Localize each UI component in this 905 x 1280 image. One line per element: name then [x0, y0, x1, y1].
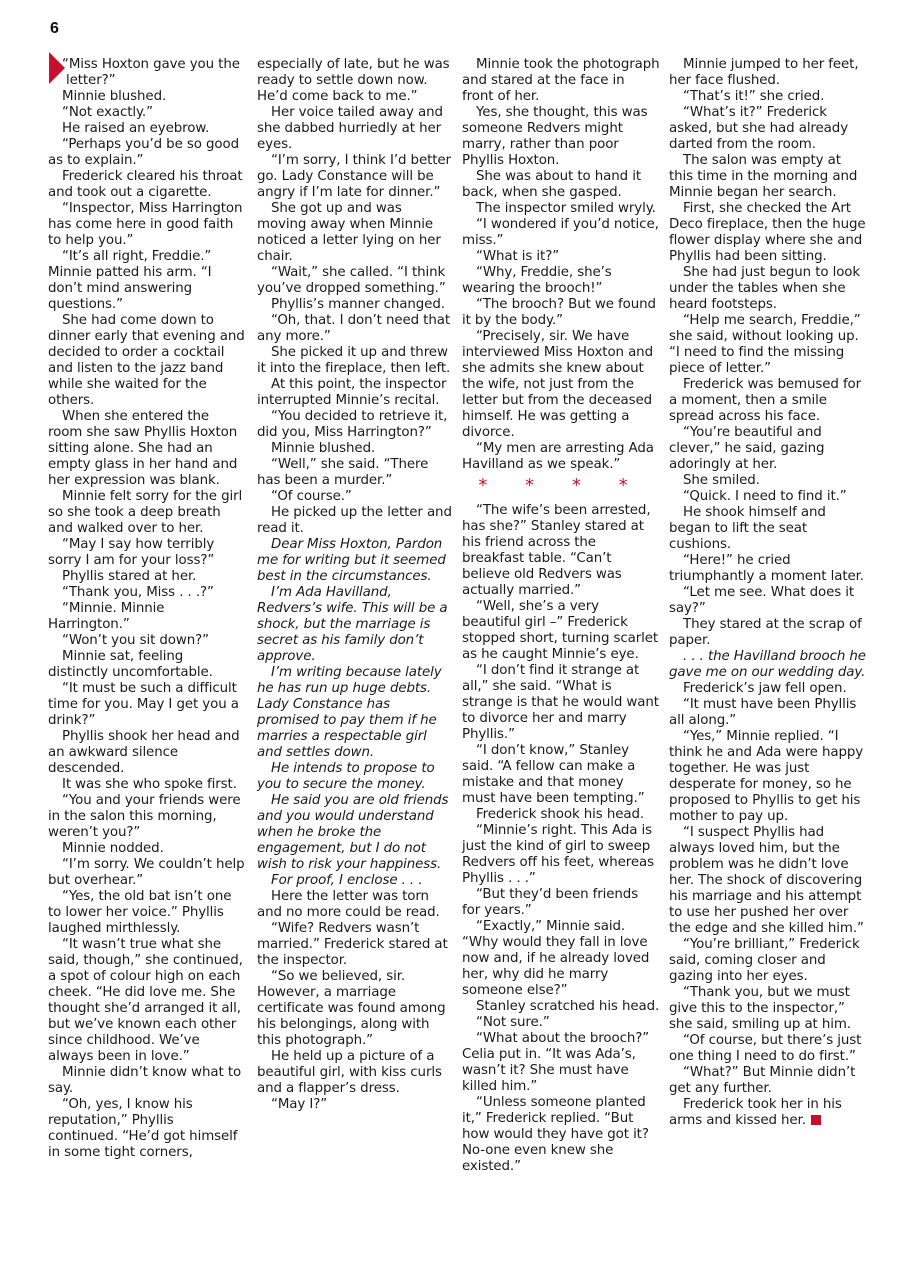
- paragraph: At this point, the inspector interrupted Minnie’s recital.: [257, 377, 447, 408]
- text-column-2: [257, 57, 455, 1113]
- paragraph: Minnie didn’t know what to say.: [48, 1065, 242, 1096]
- paragraph: “Quick. I need to find it.”: [683, 489, 847, 504]
- paragraph: She had come down to dinner early that evening and decided to order a cocktail and listen to the jazz band while she waited for the others.: [48, 313, 245, 408]
- paragraph: “Exactly,” Minnie said. “Why would they fall in love now and, if he already loved her, why did he marry someone else?”: [462, 919, 650, 998]
- section-divider: * * * *: [478, 475, 644, 496]
- paragraph: “I’m sorry, I think I’d better go. Lady Constance will be angry if I’m late for dinner.”: [257, 153, 451, 200]
- paragraph: “What’s it?” Frederick asked, but she had already darted from the room.: [669, 105, 849, 152]
- paragraph: “Miss Hoxton gave you the letter?”: [62, 57, 240, 88]
- paragraph: “Yes, the old bat isn’t one to lower her voice.” Phyllis laughed mirthlessly.: [48, 889, 232, 936]
- paragraph: He held up a picture of a beautiful girl, with kiss curls and a flapper’s dress.: [257, 1049, 442, 1096]
- paragraph: “Inspector, Miss Harrington has come here in good faith to help you.”: [48, 201, 243, 248]
- paragraph: “I don’t find it strange at all,” she said. “What is strange is that he would want to divorce her and marry Phyllis.”: [462, 663, 659, 742]
- paragraph: Phyllis’s manner changed.: [271, 297, 445, 312]
- paragraph: Her voice tailed away and she dabbed hurriedly at her eyes.: [257, 105, 443, 152]
- paragraph: Phyllis stared at her.: [62, 569, 197, 584]
- paragraph: “May I say how terribly sorry I am for your loss?”: [48, 537, 215, 568]
- paragraph: Here the letter was torn and no more could be read.: [257, 889, 440, 920]
- paragraph: “It wasn’t true what she said, though,” she continued, a spot of colour high on each cheek. “He did love me. She thought she’d arranged it all, but we’ve known each other since childhood. We’ve always been in love.”: [48, 937, 243, 1064]
- paragraph: “Let me see. What does it say?”: [669, 585, 855, 616]
- paragraph: “What about the brooch?” Celia put in. “It was Ada’s, wasn’t it? She must have killed him.”: [462, 1031, 650, 1094]
- paragraph: “Of course, but there’s just one thing I need to do first.”: [669, 1033, 862, 1064]
- paragraph: “That’s it!” she cried.: [683, 89, 825, 104]
- text-column-1: [48, 57, 246, 1161]
- paragraph: Minnie felt sorry for the girl so she took a deep breath and walked over to her.: [48, 489, 243, 536]
- paragraph: When she entered the room she saw Phyllis Hoxton sitting alone. She had an empty glass in her hand and her expression was blank.: [48, 409, 238, 488]
- paragraph: “Not sure.”: [476, 1015, 550, 1030]
- text-column-3: [462, 57, 660, 1175]
- paragraph: Minnie jumped to her feet, her face flushed.: [669, 57, 859, 88]
- paragraph: Minnie nodded.: [62, 841, 164, 856]
- paragraph: “Well,” she said. “There has been a murder.”: [257, 457, 429, 488]
- letter-fragment: . . . the Havilland brooch he gave me on our wedding day.: [669, 649, 866, 680]
- letter-paragraph: Dear Miss Hoxton, Pardon me for writing but it seemed best in the circumstances.: [257, 537, 446, 584]
- paragraph: “You’re beautiful and clever,” he said, gazing adoringly at her.: [669, 425, 825, 472]
- paragraph: “You decided to retrieve it, did you, Miss Harrington?”: [257, 409, 448, 440]
- paragraph: “Minnie’s right. This Ada is just the kind of girl to sweep Redvers off his feet, whereas Phyllis . . .”: [462, 823, 655, 886]
- end-of-story-mark: [811, 1115, 821, 1125]
- text-column-4: [669, 57, 867, 1129]
- paragraph: “Of course.”: [271, 489, 352, 504]
- paragraph: “I wondered if you’d notice, miss.”: [462, 217, 659, 248]
- paragraph: “Help me search, Freddie,” she said, without looking up. “I need to find the missing piece of letter.”: [669, 313, 861, 376]
- paragraph: She had just begun to look under the tables when she heard footsteps.: [669, 265, 861, 312]
- paragraph: “Perhaps you’d be so good as to explain.”: [48, 137, 239, 168]
- paragraph: Yes, she thought, this was someone Redvers might marry, rather than poor Phyllis Hoxton.: [462, 105, 648, 168]
- paragraph: “What?” But Minnie didn’t get any further.: [669, 1065, 856, 1096]
- paragraph: Stanley scratched his head.: [476, 999, 660, 1014]
- paragraph: Frederick was bemused for a moment, then a smile spread across his face.: [669, 377, 862, 424]
- paragraph: “Well, she’s a very beautiful girl –” Frederick stopped short, turning scarlet as he caught Minnie’s eye.: [462, 599, 659, 662]
- paragraph: He picked up the letter and read it.: [257, 505, 452, 536]
- paragraph: “But they’d been friends for years.”: [462, 887, 639, 918]
- paragraph: Minnie sat, feeling distinctly uncomfortable.: [48, 649, 213, 680]
- paragraph: First, she checked the Art Deco fireplace, then the huge flower display where she and Phyllis had been sitting.: [669, 201, 866, 264]
- paragraph: “Thank you, Miss . . .?”: [62, 585, 214, 600]
- paragraph: “It must be such a difficult time for you. May I get you a drink?”: [48, 681, 239, 728]
- paragraph: Minnie blushed.: [271, 441, 376, 456]
- letter-paragraph: He intends to propose to you to secure the money.: [257, 761, 435, 792]
- paragraph: “May I?”: [271, 1097, 328, 1112]
- paragraph: “Oh, yes, I know his reputation,” Phyllis continued. “He’d got himself in some tight corners,: [48, 1097, 238, 1160]
- paragraph: “I don’t know,” Stanley said. “A fellow can make a mistake and that money must have been tempting.”: [462, 743, 645, 806]
- paragraph: “Why, Freddie, she’s wearing the brooch!”: [462, 265, 612, 296]
- letter-paragraph: For proof, I enclose . . .: [271, 873, 423, 888]
- page-number: 6: [50, 20, 59, 37]
- paragraph: “Minnie. Minnie Harrington.”: [48, 601, 165, 632]
- letter-paragraph: I’m Ada Havilland, Redvers’s wife. This will be a shock, but the marriage is secret as his family don’t approve.: [257, 585, 448, 664]
- paragraph: Minnie blushed.: [62, 89, 167, 104]
- paragraph: “Oh, that. I don’t need that any more.”: [257, 313, 450, 344]
- paragraph: He raised an eyebrow.: [62, 121, 210, 136]
- paragraph: She was about to hand it back, when she gasped.: [462, 169, 641, 200]
- paragraph: “It must have been Phyllis all along.”: [669, 697, 857, 728]
- paragraph-text: Frederick took her in his arms and kissed her.: [669, 1097, 842, 1128]
- last-paragraph: [669, 1097, 867, 1129]
- paragraph: She smiled.: [683, 473, 760, 488]
- paragraph: “Wait,” she called. “I think you’ve dropped something.”: [257, 265, 446, 296]
- paragraph: “You’re brilliant,” Frederick said, coming closer and gazing into her eyes.: [669, 937, 860, 984]
- paragraph: “My men are arresting Ada Havilland as we speak.”: [462, 441, 654, 472]
- letter-paragraph: He said you are old friends and you would understand when he broke the engagement, but I do not wish to risk your happiness.: [257, 793, 449, 872]
- paragraph: “I’m sorry. We couldn’t help but overhear.”: [48, 857, 245, 888]
- paragraph: Minnie took the photograph and stared at the face in front of her.: [462, 57, 660, 104]
- letter-paragraph: I’m writing because lately he has run up huge debts. Lady Constance has promised to pay them if he marries a respectable girl and settles down.: [257, 665, 442, 760]
- paragraph: The inspector smiled wryly.: [476, 201, 656, 216]
- paragraph: Frederick cleared his throat and took out a cigarette.: [48, 169, 243, 200]
- paragraph: “Precisely, sir. We have interviewed Miss Hoxton and she admits she knew about the wife, not just from the letter but from the deceased himself. He was getting a divorce.: [462, 329, 653, 440]
- paragraph: “Thank you, but we must give this to the inspector,” she said, smiling up at him.: [669, 985, 851, 1032]
- paragraph: “It’s all right, Freddie.” Minnie patted his arm. “I don’t mind answering questions.”: [48, 249, 212, 312]
- paragraph: “Won’t you sit down?”: [62, 633, 209, 648]
- paragraph: “So we believed, sir. However, a marriage certificate was found among his belongings, along with this photograph.”: [257, 969, 446, 1048]
- paragraph: “I suspect Phyllis had always loved him, but the problem was he didn’t love her. The shock of discovering his marriage and his attempt to use her pushed her over the edge and she killed him.”: [669, 825, 864, 936]
- paragraph: He shook himself and began to lift the seat cushions.: [669, 505, 826, 552]
- paragraph: “Unless someone planted it,” Frederick replied. “But how would they have got it? No-one even knew she existed.”: [462, 1095, 649, 1174]
- paragraph: “Wife? Redvers wasn’t married.” Frederick stared at the inspector.: [257, 921, 448, 968]
- paragraph: She picked it up and threw it into the fireplace, then left.: [257, 345, 451, 376]
- paragraph: “The wife’s been arrested, has she?” Stanley stared at his friend across the breakfast table. “Can’t believe old Redvers was actually married.”: [462, 503, 651, 598]
- paragraph: “You and your friends were in the salon this morning, weren’t you?”: [48, 793, 241, 840]
- paragraph: It was she who spoke first.: [62, 777, 237, 792]
- paragraph: “Yes,” Minnie replied. “I think he and Ada were happy together. He was just desperate for money, so he proposed to Phyllis to get his mother to pay up.: [669, 729, 864, 824]
- paragraph: They stared at the scrap of paper.: [669, 617, 862, 648]
- paragraph: especially of late, but he was ready to settle down now. He’d come back to me.”: [257, 57, 450, 104]
- paragraph: Frederick’s jaw fell open.: [683, 681, 847, 696]
- paragraph: Frederick shook his head.: [476, 807, 645, 822]
- paragraph: “The brooch? But we found it by the body.”: [462, 297, 656, 328]
- paragraph: The salon was empty at this time in the morning and Minnie began her search.: [669, 153, 858, 200]
- paragraph: “Here!” he cried triumphantly a moment later.: [669, 553, 864, 584]
- paragraph: Phyllis shook her head and an awkward silence descended.: [48, 729, 240, 776]
- paragraph: She got up and was moving away when Minnie noticed a letter lying on her chair.: [257, 201, 441, 264]
- paragraph: “What is it?”: [476, 249, 560, 264]
- paragraph: “Not exactly.”: [62, 105, 153, 120]
